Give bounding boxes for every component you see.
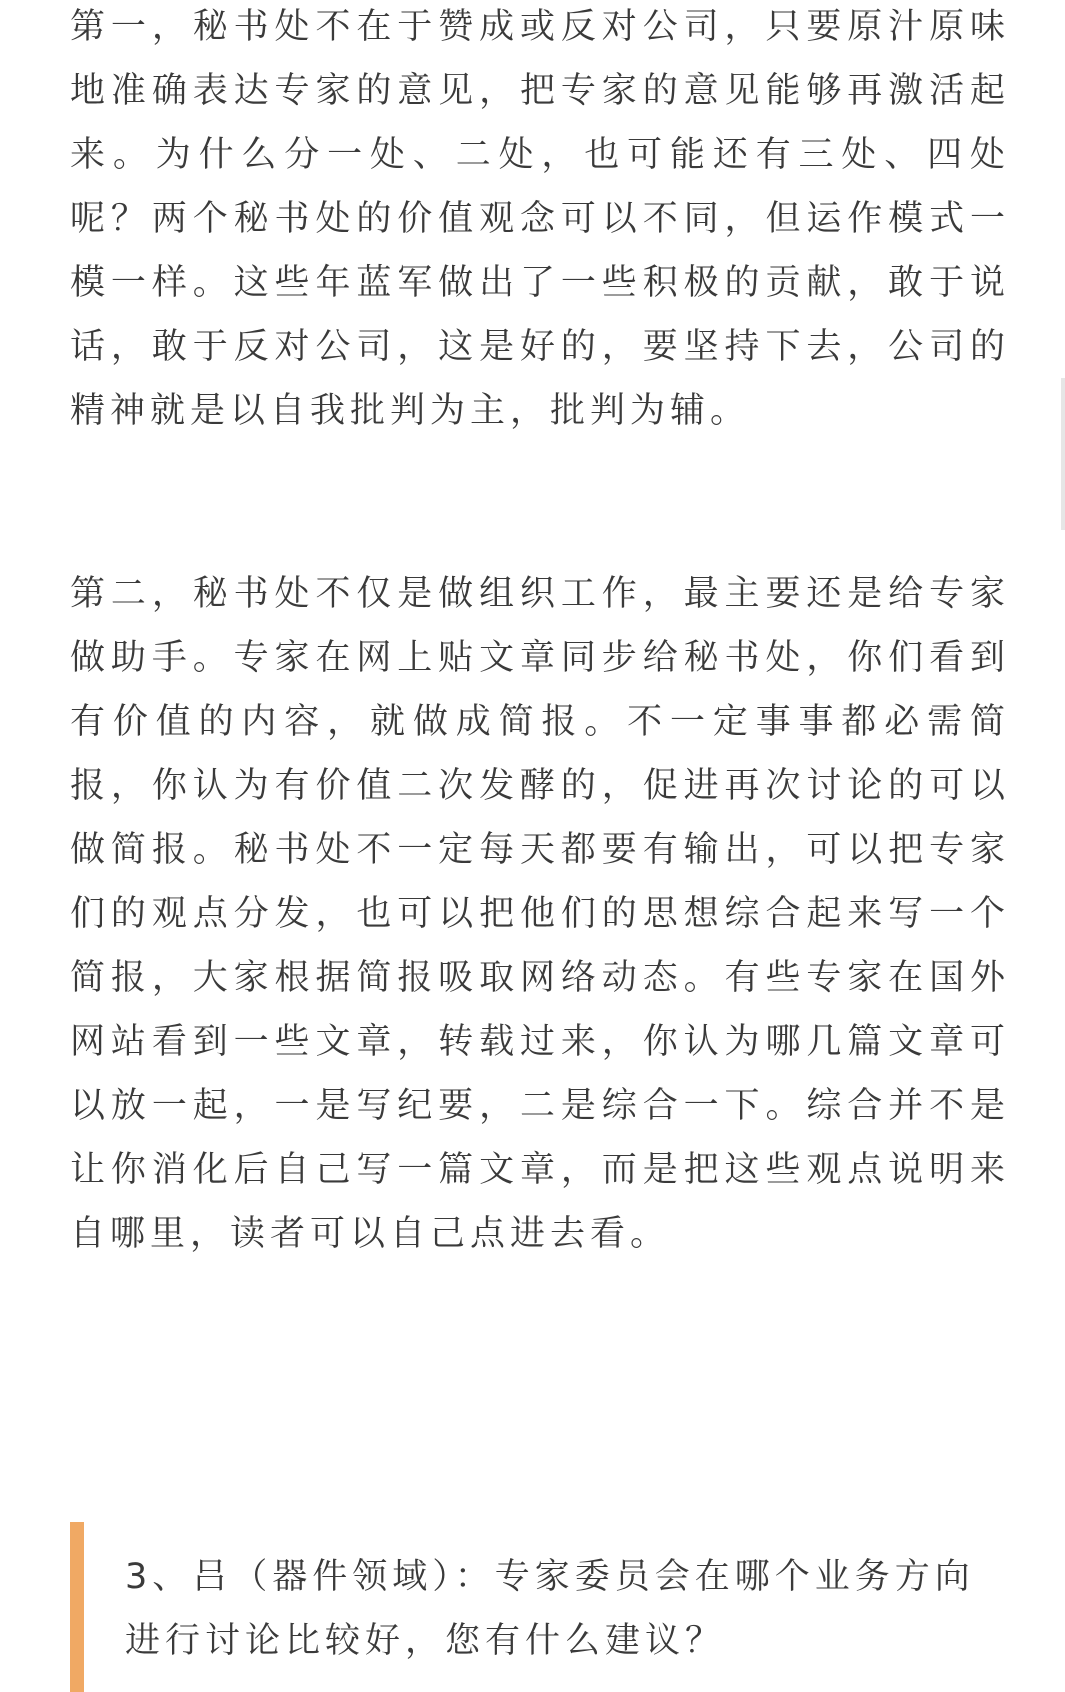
question-text: 3、吕（器件领域）：专家委员会在哪个业务方向进行讨论比较好，您有什么建议？ — [125, 1557, 975, 1661]
question-quote-block — [70, 1522, 1030, 1692]
scrollbar-edge[interactable] — [1061, 378, 1065, 530]
paragraph-second-point: 第二，秘书处不仅是做组织工作，最主要还是给专家做助手。专家在网上贴文章同步给秘书处，你们看到有价值的内容，就做成简报。不一定事事都必需简报，你认为有价值二次发酵的，促进再次讨论的可以做简报。秘书处不一定每天都要有输出，可以把专家们的观点分发，也可以把他们的思想综合起来写一个简报，大家根据简报吸取网络动态。有些专家在国外网站看到一些文章，转载过来，你认为哪几篇文章可以放一起，一是写纪要，二是综合一下。综合并不是让你消化后自己写一篇文章，而是把这些观点说明来自哪里，读者可以自己点进去看。 — [70, 574, 1010, 1254]
quote-accent-bar — [70, 1522, 84, 1692]
paragraph-first-point: 第一，秘书处不在于赞成或反对公司，只要原汁原味地准确表达专家的意见，把专家的意见能够再激活起来。为什么分一处、二处，也可能还有三处、四处呢？两个秘书处的价值观念可以不同，但运作模式一模一样。这些年蓝军做出了一些积极的贡献，敢于说话，敢于反对公司，这是好的，要坚持下去，公司的精神就是以自我批判为主，批判为辅。 — [70, 7, 1010, 431]
